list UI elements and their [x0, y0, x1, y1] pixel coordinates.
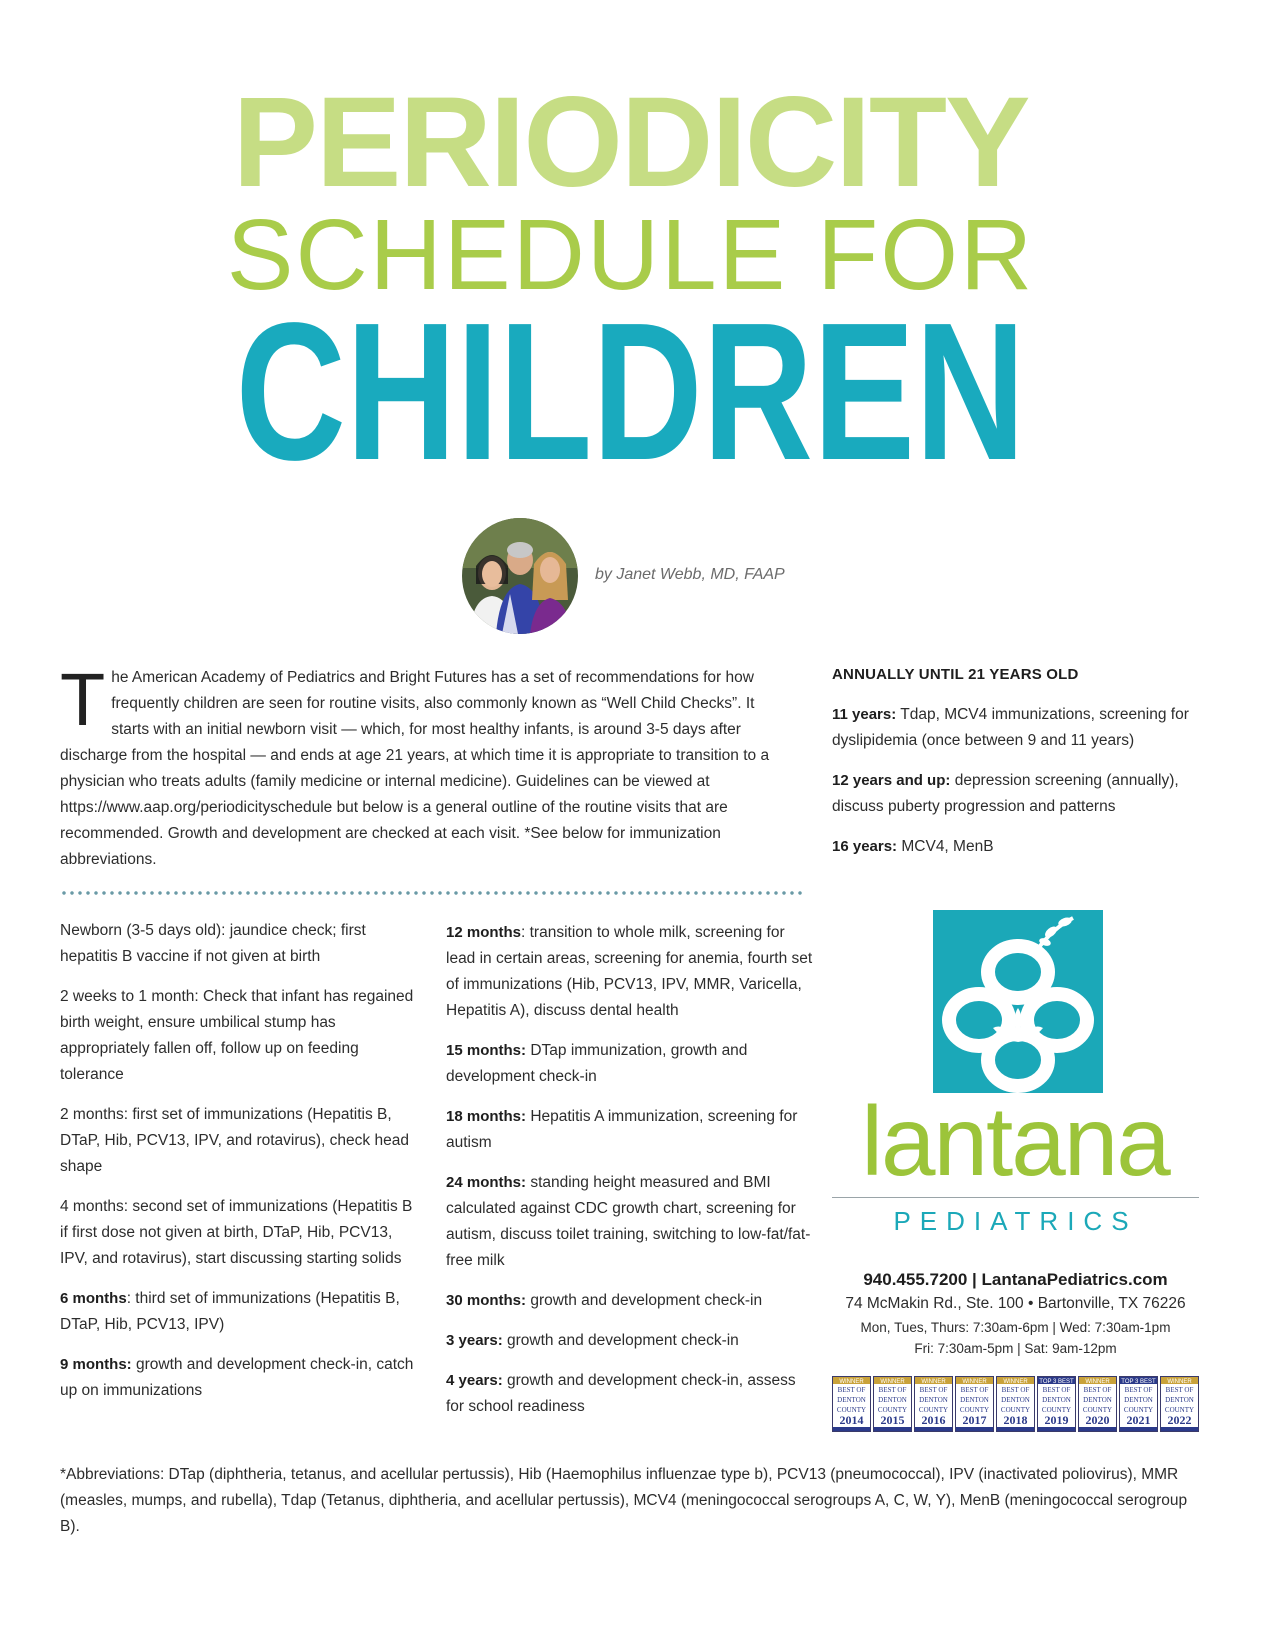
- schedule-item: 16 years: MCV4, MenB: [832, 838, 994, 855]
- brand-rule: [832, 1197, 1199, 1198]
- award-badge: WINNER BEST OF DENTON COUNTY 2022: [1160, 1376, 1199, 1432]
- award-badge: TOP 3 BEST BEST OF DENTON COUNTY 2019: [1037, 1376, 1076, 1432]
- address: 74 McMakin Rd., Ste. 100 • Bartonville, TX 76226: [845, 1295, 1186, 1312]
- hours-weekday: Mon, Tues, Thurs: 7:30am-6pm | Wed: 7:30am-1pm: [860, 1320, 1171, 1335]
- title-schedule-for: SCHEDULE FOR: [226, 199, 1035, 311]
- title-children: CHILDREN: [235, 282, 1026, 501]
- schedule-item: 4 years: growth and development check-in, assess for school readiness: [446, 1372, 796, 1415]
- schedule-item: 12 months: transition to whole milk, screening for lead in certain areas, screening for anemia, fourth set of immunizations (Hib, PCV13, IPV, MMR, Varicella, Hepatitis A), discuss dental health: [446, 924, 813, 1019]
- title-periodicity: PERIODICITY: [232, 71, 1029, 214]
- schedule-item: 2 weeks to 1 month: Check that infant has regained birth weight, ensure umbilical stump has appropriately fallen off, follow up on feeding tolerance: [60, 988, 414, 1083]
- schedule-item: 3 years: growth and development check-in: [446, 1332, 739, 1349]
- author-photo: [462, 518, 578, 634]
- award-badge: WINNER BEST OF DENTON COUNTY 2020: [1078, 1376, 1117, 1432]
- left-column: [60, 918, 420, 1418]
- schedule-item: 9 months: growth and development check-in, catch up on immunizations: [60, 1356, 414, 1399]
- byline: by Janet Webb, MD, FAAP: [595, 566, 785, 583]
- schedule-item: 15 months: DTap immunization, growth and development check-in: [446, 1042, 748, 1085]
- award-badge: TOP 3 BEST BEST OF DENTON COUNTY 2021: [1119, 1376, 1158, 1432]
- hours-weekend: Fri: 7:30am-5pm | Sat: 9am-12pm: [914, 1341, 1117, 1356]
- right-column: [832, 662, 1202, 874]
- dotted-divider: [60, 891, 805, 895]
- schedule-item: 2 months: first set of immunizations (Hepatitis B, DTaP, Hib, PCV13, IPV, and rotavirus), check head shape: [60, 1106, 409, 1175]
- lantana-logo-mark-icon: [933, 910, 1103, 1093]
- award-badge: WINNER BEST OF DENTON COUNTY 2016: [914, 1376, 953, 1432]
- brand-subtitle: PEDIATRICS: [893, 1206, 1138, 1236]
- award-badge: WINNER BEST OF DENTON COUNTY 2015: [873, 1376, 912, 1432]
- annual-heading: ANNUALLY UNTIL 21 YEARS OLD: [832, 666, 1079, 683]
- schedule-item: 11 years: Tdap, MCV4 immunizations, screening for dyslipidemia (once between 9 and 11 years): [832, 706, 1189, 749]
- schedule-item: 12 years and up: depression screening (annually), discuss puberty progression and patterns: [832, 772, 1179, 815]
- schedule-item: 30 months: growth and development check-in: [446, 1292, 763, 1309]
- phone-website: 940.455.7200 | LantanaPediatrics.com: [863, 1270, 1168, 1289]
- middle-column: [446, 920, 816, 1434]
- schedule-item: 6 months: third set of immunizations (Hepatitis B, DTaP, Hib, PCV13, IPV): [60, 1290, 400, 1333]
- brand-name: lantana: [861, 1086, 1169, 1196]
- intro-text: he American Academy of Pediatrics and Bright Futures has a set of recommendations for how frequently children are seen for routine visits, also commonly known as “Well Child Checks”. It starts with an initial newborn visit — which, for most healthy infants, is around 3-5 days after discharge from the hospital — and ends at age 21 years, at which time it is appropriate to transition to a physician who treats adults (family medicine or internal medicine). Guidelines can be viewed at https://www.aap.org/periodicityschedule but below is a general outline of the routine visits that are recommended. Growth and development are checked at each visit. *See below for immunization abbreviations.: [60, 669, 770, 868]
- schedule-item: 4 months: second set of immunizations (Hepatitis B if first dose not given at birth, DTaP, Hib, PCV13, IPV, and rotavirus), start discussing starting solids: [60, 1198, 413, 1267]
- award-badge: WINNER BEST OF DENTON COUNTY 2014: [832, 1376, 871, 1432]
- schedule-item: Newborn (3-5 days old): jaundice check; first hepatitis B vaccine if not given at birth: [60, 922, 366, 965]
- dropcap: T: [60, 658, 106, 741]
- award-badge: WINNER BEST OF DENTON COUNTY 2018: [996, 1376, 1035, 1432]
- award-badges: [832, 1376, 1199, 1432]
- abbreviations-footnote: *Abbreviations: DTap (diphtheria, tetanus, and acellular pertussis), Hib (Haemophilus influenzae type b), PCV13 (pneumococcal), IPV (inactivated poliovirus), MMR (measles, mumps, and rubella), Tdap (Tetanus, diphtheria, and acellular pertussis), MCV4 (meningococcal serogroups A, C, W, Y), MenB (meningococcal serogroup B).: [60, 1466, 1188, 1535]
- schedule-item: 18 months: Hepatitis A immunization, screening for autism: [446, 1108, 798, 1151]
- intro-paragraph: [60, 658, 790, 873]
- award-badge: WINNER BEST OF DENTON COUNTY 2017: [955, 1376, 994, 1432]
- schedule-item: 24 months: standing height measured and BMI calculated against CDC growth chart, screening for autism, discuss toilet training, switching to low-fat/fat-free milk: [446, 1174, 811, 1269]
